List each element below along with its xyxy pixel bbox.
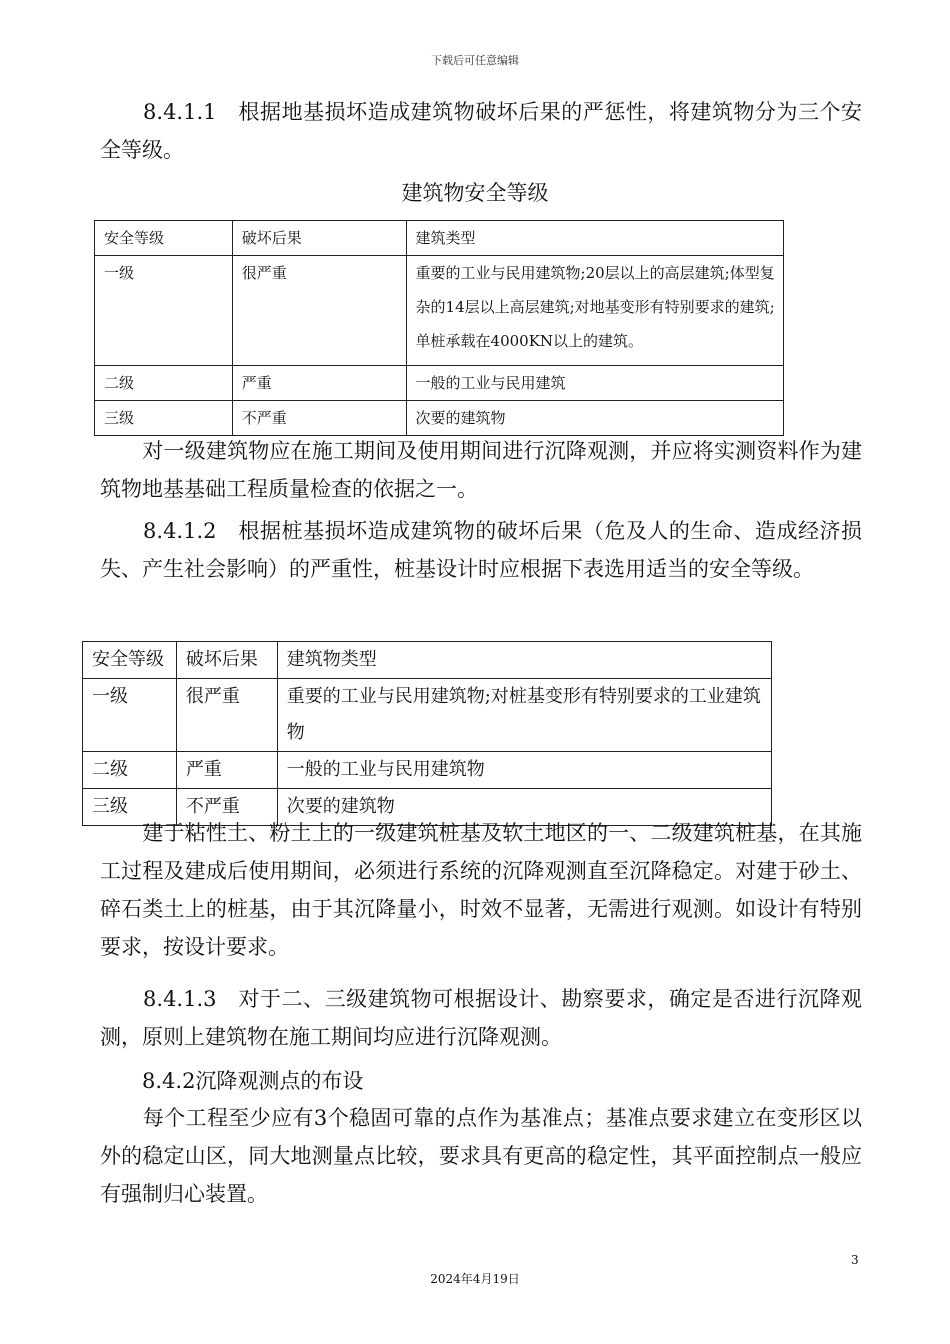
paragraph-benchmark-points: 每个工程至少应有3个稳固可靠的点作为基准点；基准点要求建立在变形区以外的稳定山区，同大地测量点比较，要求具有更高的稳定性，其平面控制点一般应有强制归心装置。 (100, 1106, 862, 1206)
paragraph-level1-observation: 对一级建筑物应在施工期间及使用期间进行沉降观测，并应将实测资料作为建筑物地基基础工程质量检查的依据之一。 (100, 439, 862, 501)
table-cell: 一般的工业与民用建筑 (406, 366, 783, 401)
table-cell: 次要的建筑物 (406, 401, 783, 436)
table-header-cell: 安全等级 (83, 642, 177, 679)
table-row (95, 401, 784, 436)
table-cell: 三级 (95, 401, 233, 436)
table-row (83, 679, 772, 752)
table-header-cell: 安全等级 (95, 221, 233, 256)
table-cell: 很严重 (232, 256, 406, 366)
building-safety-grade-table (94, 220, 784, 436)
table-cell: 不严重 (176, 789, 277, 826)
paragraph-8-4-1-3: 8.4.1.3 对于二、三级建筑物可根据设计、勘察要求，确定是否进行沉降观测，原则上建筑物在施工期间均应进行沉降观测。 (100, 987, 862, 1049)
section-heading-8-4-2: 8.4.2沉降观测点的布设 (100, 1069, 364, 1093)
table-cell: 一般的工业与民用建筑物 (277, 752, 771, 789)
table-row (95, 366, 784, 401)
table-header-row (83, 642, 772, 679)
table-header-cell: 破坏后果 (232, 221, 406, 256)
table-cell: 一级 (95, 256, 233, 366)
table-header-row (95, 221, 784, 256)
table-header-cell: 建筑物类型 (277, 642, 771, 679)
table-row (83, 752, 772, 789)
table-row (95, 256, 784, 366)
table-cell: 重要的工业与民用建筑物;对桩基变形有特别要求的工业建筑物 (277, 679, 771, 752)
paragraph-8-4-1-2: 8.4.1.2 根据桩基损坏造成建筑物的破坏后果（危及人的生命、造成经济损失、产生社会影响）的严重性，桩基设计时应根据下表选用适当的安全等级。 (100, 519, 862, 581)
paragraph-8-4-1-1: 8.4.1.1 根据地基损坏造成建筑物破坏后果的严惩性，将建筑物分为三个安全等级。 (100, 100, 862, 162)
table-header-cell: 建筑类型 (406, 221, 783, 256)
table-cell: 严重 (176, 752, 277, 789)
page-number: 3 (851, 1253, 859, 1267)
paragraph-pile-settlement: 建于粘性土、粉土上的一级建筑桩基及软土地区的一、二级建筑桩基，在其施工过程及建成后使用期间，必须进行系统的沉降观测直至沉降稳定。对建于砂土、碎石类土上的桩基，由于其沉降量小，时效不显著，无需进行观测。如设计有特别要求，按设计要求。 (100, 821, 862, 959)
table-header-cell: 破坏后果 (176, 642, 277, 679)
table-cell: 一级 (83, 679, 177, 752)
table-cell: 不严重 (232, 401, 406, 436)
table-cell: 次要的建筑物 (277, 789, 771, 826)
table-cell: 二级 (95, 366, 233, 401)
table-cell: 三级 (83, 789, 177, 826)
pile-foundation-safety-grade-table (82, 641, 772, 826)
table-cell: 严重 (232, 366, 406, 401)
page-footer-date: 2024年4月19日 (430, 1272, 520, 1286)
page-header: 下载后可任意编辑 (431, 54, 519, 67)
table1-caption: 建筑物安全等级 (401, 181, 549, 205)
table-cell: 重要的工业与民用建筑物;20层以上的高层建筑;体型复杂的14层以上高层建筑;对地基变形有特别要求的建筑;单桩承载在4000KN以上的建筑。 (406, 256, 783, 366)
table-cell: 二级 (83, 752, 177, 789)
table-cell: 很严重 (176, 679, 277, 752)
